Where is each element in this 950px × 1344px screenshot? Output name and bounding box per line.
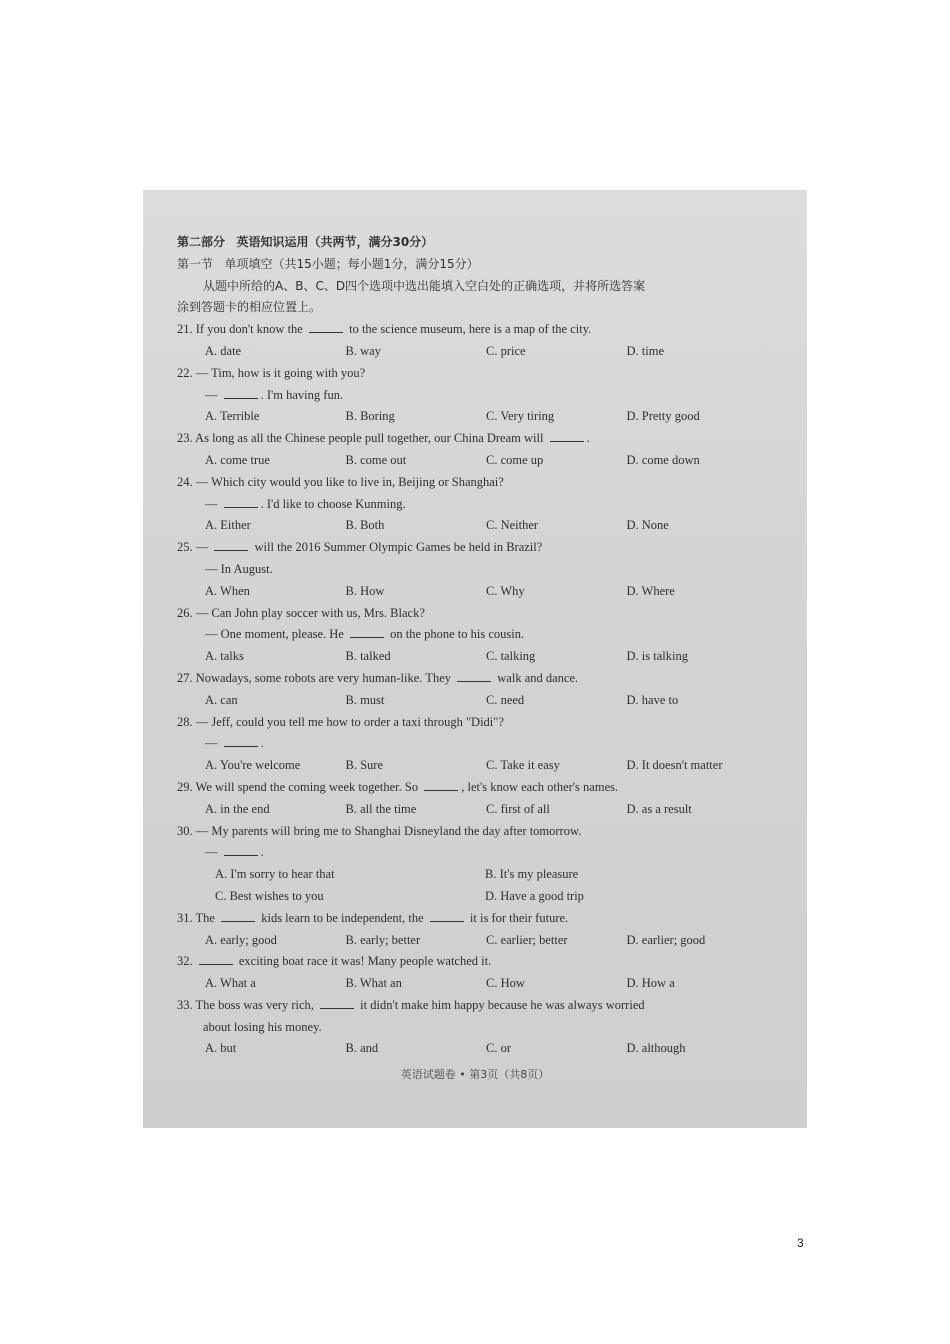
text-segment: 23. As long as all the Chinese people pull together, our China Dream will <box>177 431 547 446</box>
answer-option: D. have to <box>626 692 679 707</box>
section-label: 第一节 <box>177 256 214 271</box>
answer-option: D. None <box>626 518 669 533</box>
text-segment: 26. — Can John play soccer with us, Mrs. Black? <box>177 605 425 620</box>
option-row <box>177 864 767 908</box>
dialogue-response <box>177 494 767 516</box>
answer-blank <box>424 779 458 791</box>
question-stem <box>177 668 767 690</box>
answer-option: C. Best wishes to you <box>215 888 324 903</box>
answer-option: C. earlier; better <box>486 932 568 947</box>
exam-content <box>177 232 767 1060</box>
answer-option: C. Why <box>486 583 525 598</box>
text-segment: — <box>205 496 221 511</box>
answer-option: D. Pretty good <box>626 409 700 424</box>
answer-option: D. Where <box>626 583 675 598</box>
scanned-exam-photo <box>143 190 807 1128</box>
option-row <box>177 581 767 603</box>
text-segment: it is for their future. <box>466 910 569 925</box>
question-stem <box>177 712 767 734</box>
option-row <box>177 646 767 668</box>
answer-option: A. can <box>205 692 238 707</box>
answer-blank <box>224 496 258 508</box>
answer-option: B. Both <box>345 518 385 533</box>
question-item <box>177 995 767 1060</box>
text-segment: 22. — Tim, how is it going with you? <box>177 365 366 380</box>
question-item <box>177 821 767 908</box>
answer-option: D. come down <box>626 452 700 467</box>
answer-blank <box>224 844 258 856</box>
answer-option: B. Sure <box>345 758 383 773</box>
question-stem <box>177 472 767 494</box>
dialogue-response <box>177 559 767 581</box>
answer-option: B. all the time <box>345 801 417 816</box>
option-row <box>177 973 767 995</box>
answer-option: D. How a <box>626 976 675 991</box>
part-heading <box>177 232 767 254</box>
text-segment: . <box>586 431 590 446</box>
answer-option: D. Have a good trip <box>485 888 584 903</box>
option-row <box>177 690 767 712</box>
answer-option: A. talks <box>205 649 244 664</box>
answer-option: A. When <box>205 583 250 598</box>
text-segment: — <box>205 736 221 751</box>
answer-blank <box>214 539 248 551</box>
question-stem <box>177 428 767 450</box>
answer-option: B. early; better <box>345 932 421 947</box>
question-stem <box>177 777 767 799</box>
question-stem <box>177 537 767 559</box>
dialogue-response <box>177 385 767 407</box>
question-stem <box>177 951 767 973</box>
text-segment: — One moment, please. He <box>205 627 347 642</box>
answer-option: C. talking <box>486 649 536 664</box>
question-stem <box>177 319 767 341</box>
answer-option: A. What a <box>205 976 256 991</box>
answer-option: A. in the end <box>205 801 270 816</box>
answer-option: A. I'm sorry to hear that <box>215 867 335 882</box>
question-item <box>177 777 767 821</box>
text-segment: . <box>260 845 264 860</box>
answer-option: C. price <box>486 343 526 358</box>
answer-option: C. How <box>486 976 525 991</box>
answer-option: A. You're welcome <box>205 758 301 773</box>
answer-option: A. come true <box>205 452 270 467</box>
answer-option: D. time <box>626 343 664 358</box>
page-number: 3 <box>797 1236 804 1250</box>
answer-option: B. way <box>345 343 381 358</box>
text-segment: on the phone to his cousin. <box>386 627 525 642</box>
text-segment: 32. <box>177 954 196 969</box>
answer-option: D. although <box>626 1041 686 1056</box>
text-segment: exciting boat race it was! Many people watched it. <box>235 954 492 969</box>
answer-option: D. is talking <box>626 649 688 664</box>
answer-option: B. talked <box>345 649 391 664</box>
answer-option: A. early; good <box>205 932 277 947</box>
answer-blank <box>224 387 258 399</box>
exam-footer: 英语试题卷 • 第3页（共8页） <box>400 1068 550 1081</box>
text-segment: 28. — Jeff, could you tell me how to order a taxi through "Didi"? <box>177 714 504 729</box>
question-item <box>177 908 767 952</box>
question-item <box>177 537 767 602</box>
section-heading <box>177 254 767 276</box>
answer-option: B. How <box>345 583 385 598</box>
question-item <box>177 603 767 668</box>
answer-option: B. must <box>345 692 385 707</box>
text-segment: walk and dance. <box>494 670 579 685</box>
answer-blank <box>199 953 233 965</box>
answer-option: B. and <box>345 1041 379 1056</box>
text-segment: 27. Nowadays, some robots are very human-like. They <box>177 670 455 685</box>
text-segment: — <box>205 387 221 402</box>
question-item <box>177 319 767 363</box>
answer-option: C. or <box>486 1041 511 1056</box>
part-label: 第二部分 <box>177 235 226 249</box>
answer-option: A. but <box>205 1041 237 1056</box>
question-item <box>177 472 767 537</box>
option-row <box>177 1038 767 1060</box>
answer-option: A. Either <box>205 518 251 533</box>
answer-option: C. first of all <box>486 801 550 816</box>
question-stem <box>177 995 767 1017</box>
text-segment: kids learn to be independent, the <box>258 910 427 925</box>
answer-option: D. earlier; good <box>626 932 706 947</box>
text-segment: it didn't make him happy because he was always worried <box>357 997 645 1012</box>
text-segment: to the science museum, here is a map of the city. <box>345 322 592 337</box>
text-segment: 29. We will spend the coming week together. So <box>177 779 422 794</box>
answer-blank <box>309 321 343 333</box>
answer-blank <box>457 670 491 682</box>
text-segment: . <box>260 736 264 751</box>
question-item <box>177 428 767 472</box>
text-segment: — <box>205 845 221 860</box>
answer-option: C. Take it easy <box>486 758 560 773</box>
text-segment: will the 2016 Summer Olympic Games be held in Brazil? <box>251 540 543 555</box>
answer-option: D. as a result <box>626 801 692 816</box>
question-stem <box>177 603 767 625</box>
question-item <box>177 951 767 995</box>
answer-option: C. Very tiring <box>486 409 555 424</box>
question-item <box>177 668 767 712</box>
question-list <box>177 319 767 1060</box>
text-segment: 33. The boss was very rich, <box>177 997 318 1012</box>
answer-option: D. It doesn't matter <box>626 758 723 773</box>
answer-blank <box>221 910 255 922</box>
answer-option: B. come out <box>345 452 407 467</box>
answer-blank <box>224 735 258 747</box>
part-title: 英语知识运用（共两节，满分30分） <box>236 235 434 249</box>
question-stem <box>177 363 767 385</box>
text-segment: 25. — <box>177 540 212 555</box>
answer-option: C. Neither <box>486 518 539 533</box>
option-row <box>177 450 767 472</box>
answer-blank <box>320 997 354 1009</box>
question-stem-continued: about losing his money. <box>203 1019 322 1034</box>
dialogue-response <box>177 624 767 646</box>
option-row <box>177 341 767 363</box>
text-segment: . I'd like to choose Kunming. <box>260 496 406 511</box>
text-segment: 21. If you don't know the <box>177 322 306 337</box>
option-row <box>177 755 767 777</box>
question-stem <box>177 908 767 930</box>
answer-option: C. need <box>486 692 525 707</box>
instructions-line-2: 涂到答题卡的相应位置上。 <box>177 300 322 315</box>
answer-option: B. It's my pleasure <box>485 867 579 882</box>
text-segment: . I'm having fun. <box>260 387 344 402</box>
option-row <box>177 515 767 537</box>
text-segment: , let's know each other's names. <box>461 779 619 794</box>
option-row <box>177 799 767 821</box>
answer-option: A. date <box>205 343 242 358</box>
text-segment: 31. The <box>177 910 219 925</box>
answer-blank <box>430 910 464 922</box>
answer-option: A. Terrible <box>205 409 260 424</box>
text-segment: 24. — Which city would you like to live in, Beijing or Shanghai? <box>177 474 504 489</box>
answer-option: C. come up <box>486 452 544 467</box>
answer-blank <box>350 626 384 638</box>
answer-option: B. What an <box>345 976 402 991</box>
dialogue-response <box>177 733 767 755</box>
dialogue-response <box>177 842 767 864</box>
answer-option: B. Boring <box>345 409 395 424</box>
text-segment: 30. — My parents will bring me to Shanghai Disneyland the day after tomorrow. <box>177 823 582 838</box>
question-stem <box>177 821 767 843</box>
answer-blank <box>550 430 584 442</box>
question-item <box>177 712 767 777</box>
option-row <box>177 406 767 428</box>
question-item <box>177 363 767 428</box>
section-title: 单项填空（共15小题；每小题1分，满分15分） <box>224 256 479 271</box>
text-segment: — In August. <box>205 561 273 576</box>
option-row <box>177 930 767 952</box>
instructions-line-1: 从题中所给的A、B、C、D四个选项中选出能填入空白处的正确选项，并将所选答案 <box>203 278 646 293</box>
